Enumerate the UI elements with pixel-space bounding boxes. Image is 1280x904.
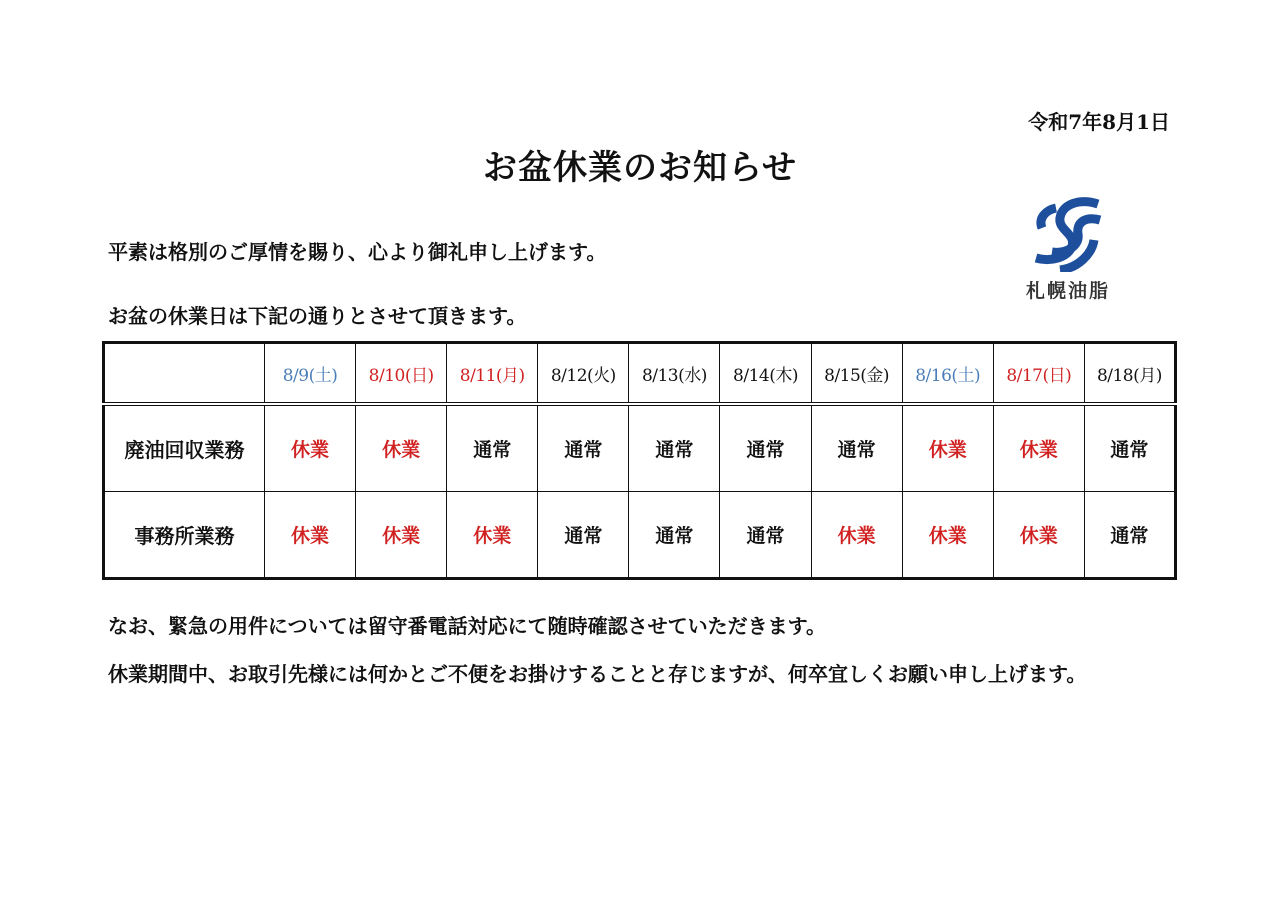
table-row-office bbox=[104, 492, 1176, 579]
date-header-cell: 8/9(土) bbox=[265, 343, 356, 405]
status-cell: 通常 bbox=[811, 404, 902, 492]
sapporo-yushi-logo-icon bbox=[1032, 196, 1104, 272]
status-cell: 通常 bbox=[629, 492, 720, 579]
table-row-oil-collection bbox=[104, 404, 1176, 492]
date-header-cell: 8/18(月) bbox=[1084, 343, 1175, 405]
status-cell: 通常 bbox=[720, 492, 811, 579]
holiday-schedule-table bbox=[102, 341, 1177, 580]
date-header-cell: 8/17(日) bbox=[993, 343, 1084, 405]
row-label: 廃油回収業務 bbox=[104, 404, 265, 492]
status-cell: 休業 bbox=[356, 404, 447, 492]
emergency-note: なお、緊急の用件については留守番電話対応にて随時確認させていただきます。 bbox=[108, 614, 826, 638]
status-cell: 休業 bbox=[447, 492, 538, 579]
status-cell: 休業 bbox=[902, 492, 993, 579]
header-corner-cell bbox=[104, 343, 265, 405]
date-header-cell: 8/15(金) bbox=[811, 343, 902, 405]
status-cell: 通常 bbox=[1084, 404, 1175, 492]
company-name: 札幌油脂 bbox=[1025, 280, 1110, 302]
status-cell: 休業 bbox=[993, 404, 1084, 492]
notice-date: 令和7年8月1日 bbox=[1028, 110, 1170, 134]
status-cell: 休業 bbox=[811, 492, 902, 579]
status-cell: 通常 bbox=[629, 404, 720, 492]
company-logo bbox=[1012, 196, 1124, 303]
row-label: 事務所業務 bbox=[104, 492, 265, 579]
date-header-cell: 8/14(木) bbox=[720, 343, 811, 405]
status-cell: 休業 bbox=[265, 404, 356, 492]
status-cell: 休業 bbox=[265, 492, 356, 579]
status-cell: 通常 bbox=[720, 404, 811, 492]
status-cell: 休業 bbox=[902, 404, 993, 492]
date-header-cell: 8/13(水) bbox=[629, 343, 720, 405]
date-header-cell: 8/12(火) bbox=[538, 343, 629, 405]
status-cell: 通常 bbox=[538, 492, 629, 579]
greeting-text: 平素は格別のご厚情を賜り、心より御礼申し上げます。 bbox=[108, 240, 607, 264]
page-title: お盆休業のお知らせ bbox=[483, 148, 797, 188]
date-header-row bbox=[104, 343, 1176, 405]
date-header-cell: 8/16(土) bbox=[902, 343, 993, 405]
status-cell: 通常 bbox=[447, 404, 538, 492]
status-cell: 通常 bbox=[538, 404, 629, 492]
status-cell: 通常 bbox=[1084, 492, 1175, 579]
date-header-cell: 8/11(月) bbox=[447, 343, 538, 405]
intro-text: お盆の休業日は下記の通りとさせて頂きます。 bbox=[108, 304, 527, 328]
apology-note: 休業期間中、お取引先様には何かとご不便をお掛けすることと存じますが、何卒宜しくお願い申し上げます。 bbox=[108, 662, 1087, 686]
status-cell: 休業 bbox=[993, 492, 1084, 579]
status-cell: 休業 bbox=[356, 492, 447, 579]
date-header-cell: 8/10(日) bbox=[356, 343, 447, 405]
